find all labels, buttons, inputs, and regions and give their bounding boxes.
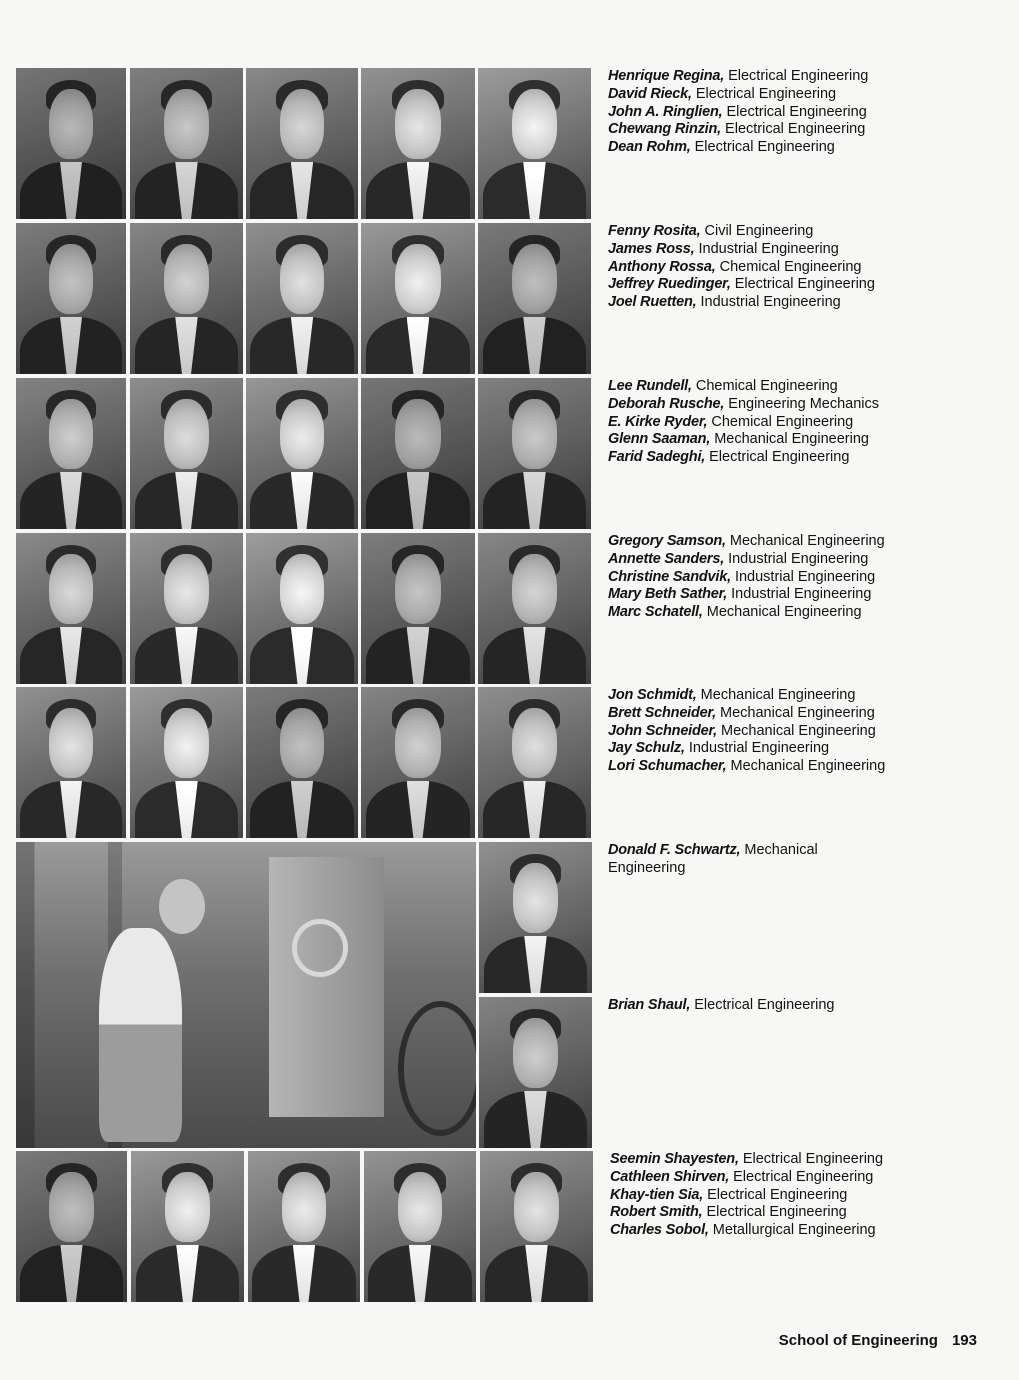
student-portrait — [130, 68, 243, 219]
student-name: Anthony Rossa, — [608, 258, 716, 275]
student-name: Joel Ruetten, — [608, 294, 697, 311]
caption-line — [608, 259, 875, 277]
student-name: Farid Sadeghi, — [608, 449, 706, 466]
caption-line — [608, 533, 885, 551]
student-portrait — [361, 223, 475, 374]
student-portrait — [16, 1151, 127, 1302]
student-name: Lee Rundell, — [608, 378, 692, 394]
caption-line — [610, 1222, 883, 1240]
student-major: Mechanical Engineering — [720, 704, 875, 721]
student-major: Electrical Engineering — [742, 1151, 884, 1167]
caption-group-4 — [608, 533, 885, 622]
student-major: Electrical Engineering — [725, 121, 866, 138]
student-name: Dean Rohm, — [608, 139, 691, 156]
student-name: John A. Ringlien, — [608, 103, 723, 120]
student-name: Cathleen Shirven, — [610, 1168, 730, 1185]
caption-line — [610, 1204, 883, 1222]
student-major: Mechanical Engineering — [700, 687, 856, 703]
caption-group-1 — [608, 68, 868, 157]
student-name: David Rieck, — [608, 85, 692, 102]
student-name: E. Kirke Ryder, — [608, 413, 708, 430]
student-major: Industrial Engineering — [688, 740, 830, 757]
caption-group-5 — [608, 687, 885, 776]
student-name: Gregory Samson, — [608, 533, 726, 549]
student-name: Brian Shaul, — [608, 997, 691, 1013]
student-name: Deborah Rusche, — [608, 395, 725, 412]
caption-line — [608, 586, 885, 604]
caption-line — [610, 1151, 883, 1169]
student-portrait — [478, 68, 591, 219]
caption-line — [608, 705, 885, 723]
caption-line — [608, 723, 885, 741]
student-portrait — [480, 1151, 593, 1302]
caption-line — [608, 842, 818, 860]
student-portrait — [364, 1151, 476, 1302]
student-name: Khay-tien Sia, — [610, 1186, 704, 1203]
page-footer — [779, 1332, 977, 1349]
student-portrait — [361, 687, 475, 838]
student-portrait — [246, 687, 358, 838]
caption-line — [610, 1187, 883, 1205]
student-major: Electrical Engineering — [709, 449, 850, 466]
caption-line — [608, 431, 879, 449]
student-name: Marc Schatell, — [608, 604, 703, 621]
student-major: Chemical Engineering — [711, 413, 854, 430]
student-major: Industrial Engineering — [698, 240, 839, 257]
caption-group-6 — [608, 842, 818, 878]
student-major: Civil Engineering — [704, 223, 814, 239]
caption-line — [608, 223, 875, 241]
student-name: Charles Sobol, — [610, 1222, 709, 1239]
student-portrait — [246, 533, 358, 684]
caption-line — [608, 378, 879, 396]
student-major: Electrical Engineering — [734, 276, 875, 293]
student-major: Electrical Engineering — [726, 103, 867, 120]
caption-line — [610, 1169, 883, 1187]
student-portrait — [479, 997, 592, 1148]
student-major: Electrical Engineering — [707, 1186, 848, 1203]
caption-group-2 — [608, 223, 875, 312]
caption-line — [608, 449, 879, 467]
student-portrait — [478, 687, 591, 838]
student-portrait — [248, 1151, 360, 1302]
student-major: Electrical Engineering — [706, 1204, 847, 1221]
student-major: Mechanical Engineering — [729, 533, 885, 549]
caption-line — [608, 997, 834, 1015]
caption-line — [608, 241, 875, 259]
student-portrait — [130, 378, 243, 529]
student-portrait — [130, 687, 243, 838]
student-portrait — [16, 378, 126, 529]
student-portrait — [246, 223, 358, 374]
student-name: Glenn Saaman, — [608, 431, 711, 448]
student-portrait — [130, 223, 243, 374]
student-portrait — [246, 68, 358, 219]
caption-line — [608, 551, 885, 569]
caption-line — [608, 758, 885, 776]
student-major: Electrical Engineering — [694, 997, 835, 1013]
student-portrait — [478, 378, 591, 529]
student-major: Electrical Engineering — [695, 85, 837, 102]
student-portrait — [16, 687, 126, 838]
caption-line — [608, 104, 868, 122]
caption-line — [608, 276, 875, 294]
caption-line — [608, 68, 868, 86]
section-title: School of Engineering — [778, 1332, 938, 1349]
student-portrait — [16, 68, 126, 219]
caption-group-8 — [610, 1151, 883, 1240]
student-name: James Ross, — [608, 240, 695, 257]
student-name: Robert Smith, — [610, 1204, 703, 1221]
student-major: Industrial Engineering — [728, 550, 869, 567]
student-name: Brett Schneider, — [608, 704, 716, 721]
caption-line — [608, 396, 879, 414]
caption-line — [608, 414, 879, 432]
student-portrait — [246, 378, 358, 529]
student-major: Chemical Engineering — [719, 258, 862, 275]
student-portrait — [361, 378, 475, 529]
candid-lab-photo — [16, 842, 476, 1148]
student-name: Lori Schumacher, — [608, 758, 727, 775]
student-portrait — [361, 533, 475, 684]
student-major: Electrical Engineering — [694, 139, 835, 156]
student-name: Annette Sanders, — [608, 550, 725, 567]
student-name: Mary Beth Sather, — [608, 586, 728, 603]
student-major: Electrical Engineering — [733, 1168, 874, 1185]
student-portrait — [131, 1151, 244, 1302]
caption-group-3 — [608, 378, 879, 467]
student-name: Jay Schulz, — [608, 740, 685, 757]
student-name: Henrique Regina, — [608, 68, 725, 84]
student-name: Christine Sandvik, — [608, 568, 731, 585]
student-portrait — [479, 842, 592, 993]
student-major: Chemical Engineering — [695, 378, 838, 394]
student-name: Chewang Rinzin, — [608, 121, 722, 138]
caption-line — [608, 121, 868, 139]
student-major: Mechanical Engineering — [706, 604, 862, 621]
student-major: Industrial Engineering — [700, 294, 841, 311]
student-name: Seemin Shayesten, — [610, 1151, 739, 1167]
student-major: Industrial Engineering — [734, 568, 876, 585]
student-portrait — [16, 223, 126, 374]
caption-line — [608, 687, 885, 705]
student-major: Industrial Engineering — [731, 586, 872, 603]
caption-group-7 — [608, 997, 834, 1015]
student-portrait — [130, 533, 243, 684]
student-name: Jeffrey Ruedinger, — [608, 276, 731, 293]
caption-line — [608, 604, 885, 622]
student-major: Metallurgical Engineering — [712, 1222, 876, 1239]
student-major: Engineering Mechanics — [728, 395, 880, 412]
student-name: John Schneider, — [608, 722, 717, 739]
student-major: Electrical Engineering — [728, 68, 869, 84]
student-portrait — [478, 223, 591, 374]
page-number: 193 — [951, 1332, 977, 1349]
student-portrait — [478, 533, 591, 684]
student-portrait — [361, 68, 475, 219]
student-name: Fenny Rosita, — [608, 223, 701, 239]
student-name: Jon Schmidt, — [608, 687, 697, 703]
caption-line — [608, 139, 868, 157]
caption-line — [608, 569, 885, 587]
caption-line — [608, 294, 875, 312]
caption-line — [608, 86, 868, 104]
student-major: Mechanical Engineering — [721, 722, 876, 739]
student-name: Donald F. Schwartz, — [608, 842, 741, 858]
caption-line — [608, 740, 885, 758]
student-major: Mechanical Engineering — [714, 431, 869, 448]
student-major: Mechanical — [744, 842, 818, 858]
student-portrait — [16, 533, 126, 684]
student-major: Mechanical Engineering — [730, 758, 886, 775]
student-major-continued: Engineering — [608, 859, 686, 876]
caption-line — [608, 860, 818, 878]
